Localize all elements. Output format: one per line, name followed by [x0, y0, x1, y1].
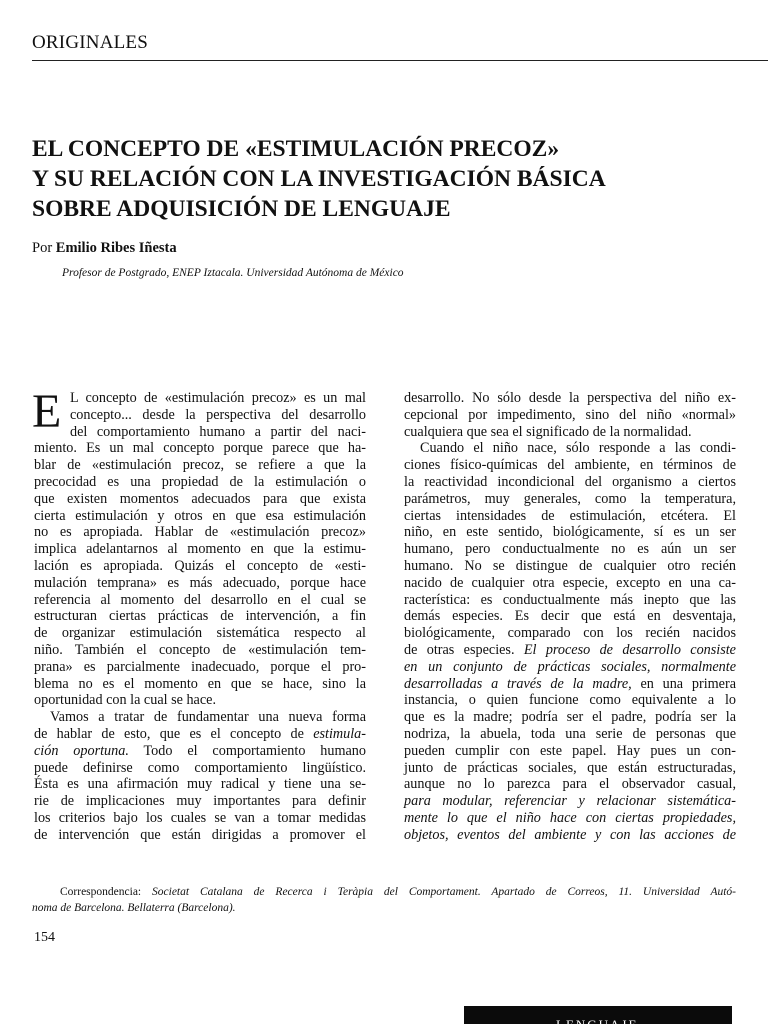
text-run: en una primera: [631, 675, 736, 692]
text-line: lación es apropiada. Quizás el concepto de «esti-: [34, 557, 366, 574]
text-line: blema no es el momento en que se hace, sino la: [34, 675, 366, 692]
text-line: pueden cumplir con este papel. Hay pues un con-: [404, 742, 736, 759]
title-line: SOBRE ADQUISICIÓN DE LENGUAJE: [32, 196, 451, 222]
text-line: precocidad es una propiedad de la estimulación o: [34, 473, 366, 490]
text-line: mente lo que el niño hace con ciertas propiedades,: [404, 809, 736, 826]
correspondence-note: [32, 884, 736, 916]
footer-section-bar: [464, 1006, 732, 1032]
text-line: racterística: es conductualmente más inepto que las: [404, 591, 736, 608]
title-line: EL CONCEPTO DE «ESTIMULACIÓN PRECOZ»: [32, 136, 560, 162]
text-line: niño. También el concepto de «estimulación tem-: [34, 641, 366, 658]
text-line: objetos, eventos del ambiente y con las acciones de: [404, 826, 736, 843]
text-run-italic: desarrolladas a través de la madre,: [404, 675, 632, 692]
text-run: de hablar de esto, que es el concepto de: [34, 725, 314, 742]
text-line: niño, en este sentido, biológicamente, sí es un ser: [404, 524, 736, 541]
text-line: Vamos a tratar de fundamentar una nueva forma: [50, 709, 366, 726]
text-line: ciones físico-químicas del ambiente, en términos de: [404, 457, 736, 474]
text-line: nodriza, la abuela, toda una serie de personas que: [404, 725, 736, 742]
text-line: de intervención que están dirigidas a promover el: [34, 826, 366, 843]
correspondence-line: noma de Barcelona. Bellaterra (Barcelona).: [32, 902, 236, 914]
text-line: rie de implicaciones muy importantes para definir: [34, 793, 366, 810]
author-name: Emilio Ribes Iñesta: [55, 240, 177, 256]
text-line: prana» es parcialmente inadecuado, porque el pro-: [34, 658, 366, 675]
text-line: blar de «estimulación precoz, se refiere a que la: [34, 457, 366, 474]
title-line: Y SU RELACIÓN CON LA INVESTIGACIÓN BÁSICA: [32, 166, 606, 192]
text-line: concepto... desde la perspectiva del desarrollo: [70, 406, 366, 423]
text-line: la reactividad incondicional del organismo a ciertos: [404, 473, 736, 490]
footer-section-label: LENGUAJE: [556, 1017, 639, 1032]
body-column-left: [32, 385, 366, 844]
text-line: aunque no lo parezca para el observador casual,: [404, 776, 736, 793]
text-line: implica adelantarnos al momento en que la estimu-: [34, 541, 366, 558]
text-line: L concepto de «estimulación precoz» es un mal: [70, 390, 366, 406]
text-line: ciertas intensidades de estimulación, etcétera. El: [404, 507, 736, 524]
text-line: referencia al momento del desarrollo en el cual se: [34, 591, 366, 608]
text-line: en un conjunto de prácticas sociales, normalmente: [404, 658, 736, 675]
text-run-italic: estimula-: [313, 725, 366, 742]
text-line: oportunidad con la cual se hace.: [34, 692, 216, 709]
correspondence-label: Correspondencia:: [60, 886, 142, 898]
section-label: ORIGINALES: [32, 32, 148, 53]
body-column-right: [404, 390, 736, 844]
text-line: mulación temprana» es más adecuado, porque hace: [34, 574, 366, 591]
text-line: [404, 642, 736, 659]
text-line: que existen momentos adecuados para que exista: [34, 490, 366, 507]
text-line: demás especies. Es decir que está en desventaja,: [404, 608, 736, 625]
author-affiliation: Profesor de Postgrado, ENEP Iztacala. Universidad Autónoma de México: [62, 267, 404, 279]
text-line: del comportamiento humano a partir del naci-: [70, 423, 366, 440]
drop-cap: E: [32, 385, 62, 438]
text-run-italic: El proceso de desarrollo consiste: [523, 641, 736, 658]
text-line: humano. No se distingue de cualquier otro recién: [404, 557, 736, 574]
text-line: estructuran ciertas prácticas de intervención, a fin: [34, 608, 366, 625]
article-title: [32, 134, 732, 224]
top-rule: [32, 60, 768, 61]
text-line: cepcional por impedimento, sino del niño «normal»: [404, 406, 736, 423]
text-line: que es la madre; podría ser el padre, podría ser la: [404, 709, 736, 726]
text-line: miento. Es un mal concepto porque parece que ha-: [34, 440, 366, 457]
correspondence-line: [32, 884, 736, 900]
text-line: Ésta es una afirmación muy radical y tiene una se-: [34, 776, 366, 793]
text-run: Todo el comportamiento humano: [128, 742, 366, 759]
page-number: 154: [34, 930, 55, 945]
text-line: puede definirse como comportamiento lingüístico.: [34, 759, 366, 776]
text-line: junto de prácticas sociales, que están estructuradas,: [404, 759, 736, 776]
byline: [32, 240, 177, 257]
text-line: [34, 743, 366, 760]
text-run: de otras especies.: [404, 641, 524, 658]
text-line: desarrollo. No sólo desde la perspectiva del niño ex-: [404, 390, 736, 406]
correspondence-text: Societat Catalana de Recerca i Teràpia del Comportament. Apartado de Correos, 11. Universidad Autó-: [152, 886, 737, 898]
text-line: [34, 726, 366, 743]
text-line: los criterios bajo los cuales se van a tomar medidas: [34, 809, 366, 826]
text-line: no es apropiada. Hablar de «estimulación precoz»: [34, 524, 366, 541]
text-line: biológicamente, comparado con los recién nacidos: [404, 625, 736, 642]
text-line: nacido de cualquier otra especie, excepto en una ca-: [404, 574, 736, 591]
text-line: instancia, o quien funcione como equivalente a lo: [404, 692, 736, 709]
text-line: de organizar estimulación sistemática respecto al: [34, 625, 366, 642]
text-line: [404, 676, 736, 693]
text-line: parámetros, muy generales, como la temperatura,: [404, 490, 736, 507]
text-line: cualquiera que sea el significado de la normalidad.: [404, 423, 692, 440]
text-line: para modular, referenciar y relacionar sistemática-: [404, 793, 736, 810]
text-line: cierta estimulación y otros en que esa estimulación: [34, 507, 366, 524]
byline-prefix: Por: [32, 240, 53, 256]
text-run-italic: ción oportuna.: [34, 742, 129, 759]
text-line: humano, pero conductualmente no es aún un ser: [404, 541, 736, 558]
text-line: Cuando el niño nace, sólo responde a las condi-: [420, 440, 736, 457]
